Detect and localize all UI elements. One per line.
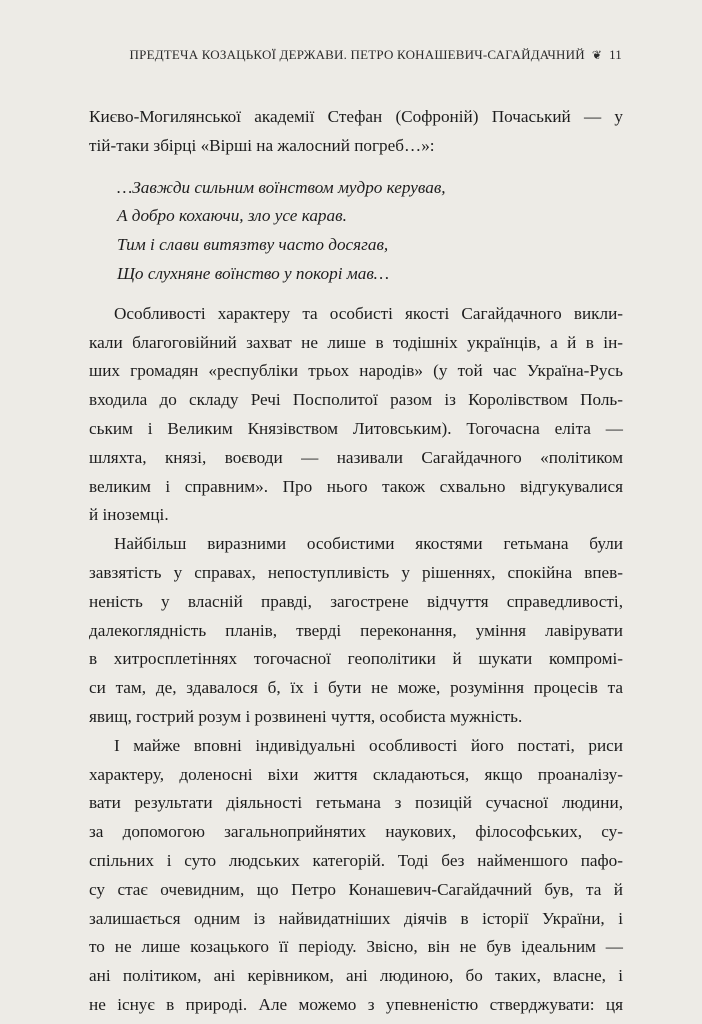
text-line: кали благоговійний захват не лише в тодішніх українців, а й в ін- [89,332,623,352]
text-line: залишається одним із найвидатніших діячів в історії України, і [89,908,623,928]
text-line: за допомогою загальноприйнятих наукових, філософських, су- [89,822,623,842]
text-line: не існує в природі. Але можемо з упевненістю стверджувати: ця [89,994,623,1014]
text-line: Особливості характеру та особисті якості Сагайдачного викли- [114,303,623,323]
text-line: й іноземці. [89,505,169,525]
text-line: явищ, гострий розум і розвинені чуття, особиста мужність. [89,706,523,726]
text-line: завзятість у справах, непоступливість у рішеннях, спокійна впев- [89,562,623,582]
paragraph-1 [89,300,623,530]
running-head [112,47,622,63]
paragraph-3 [89,732,623,1020]
text-line: тій-таки збірці «Вірші на жалосний погреб…»: [89,135,435,155]
text-line: су стає очевидним, що Петро Конашевич-Сагайдачний був, та й [89,879,623,899]
text-line: ані політиком, ані керівником, ані людиною, бо таких, власне, і [89,966,623,986]
running-title: ПРЕДТЕЧА КОЗАЦЬКОЇ ДЕРЖАВИ. ПЕТРО КОНАШЕВИЧ-САГАЙДАЧНИЙ [129,47,585,62]
text-line: Києво-Могилянської академії Стефан (Софроній) Почаський — у [89,107,623,126]
text-line: ським і Великим Князівством Литовським). Тогочасна еліта — [89,418,623,438]
text-line: великим і справним». Про нього також схвально відгукувалися [89,476,623,496]
body-text [89,103,623,1020]
text-line: входила до складу Речі Посполитої разом із Королівством Поль- [89,390,623,410]
ornament-icon: ❦ [591,47,603,62]
text-line: вати результати діяльності гетьмана з позицій сучасної людини, [89,793,623,813]
text-line: то не лише козацького її періоду. Звісно, він не був ідеальним — [89,937,623,957]
text-line: спільних і суто людських категорій. Тоді без найменшого пафо- [89,850,623,870]
intro-paragraph [89,103,623,161]
text-line: шляхта, князі, воєводи — називали Сагайдачного «політиком [89,447,623,467]
verse-line: Тим і слави витязтву часто досягав, [117,235,389,255]
text-line: в хитросплетіннях тогочасної геополітики й шукати компромі- [89,649,623,669]
verse-line: А добро кохаючи, зло усе карав. [117,206,347,226]
text-line: характеру, доленосні віхи життя складаються, якщо проаналізу- [89,764,623,784]
text-line: І майже вповні індивідуальні особливості його постаті, риси [114,735,623,755]
verse-line: Що слухняне воїнство у покорі мав… [117,263,390,283]
text-line: ших громадян «республіки трьох народів» (у той час Україна-Русь [89,361,623,381]
text-line: неність у власній правді, загострене відчуття справедливості, [89,591,623,611]
text-line: далекоглядність планів, тверді переконання, уміння лавірувати [89,620,623,640]
page-number: 11 [609,47,622,62]
text-line: си там, де, здавалося б, їх і бути не може, розуміння процесів та [89,678,623,698]
verse-quote [117,174,623,289]
text-line: Найбільш виразними особистими якостями гетьмана були [114,534,623,554]
paragraph-2 [89,530,623,732]
verse-line: …Завжди сильним воїнством мудро керував, [117,177,446,197]
